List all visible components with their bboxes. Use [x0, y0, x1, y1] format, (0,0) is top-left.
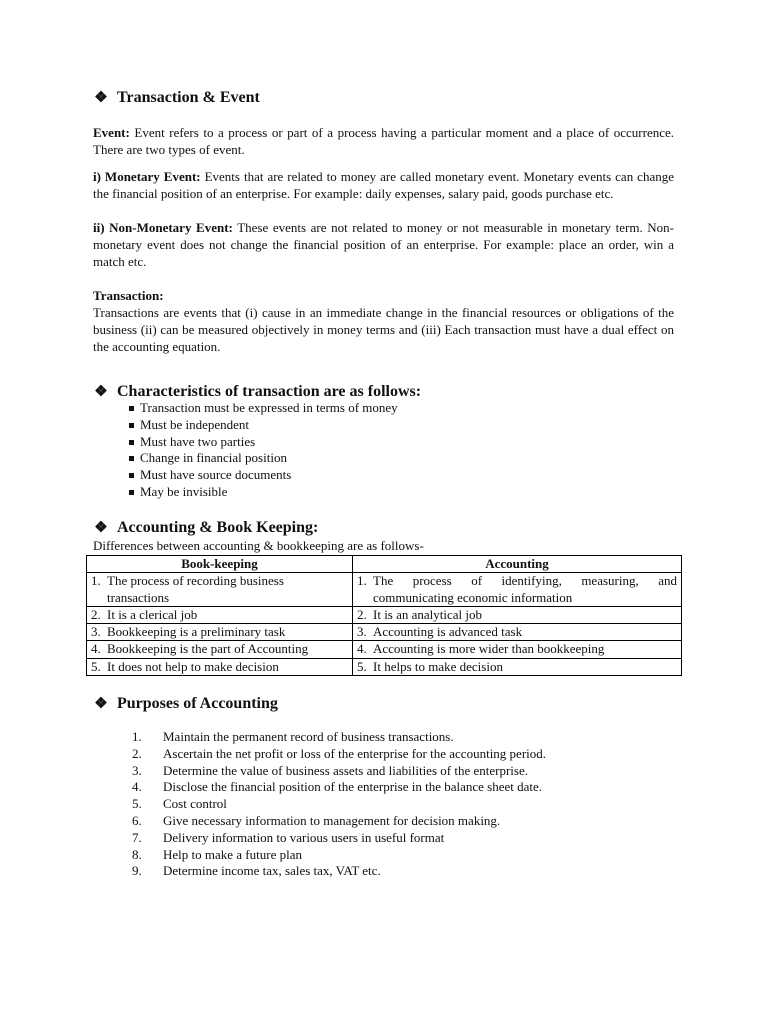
table-cell: 2. It is a clerical job [87, 606, 353, 623]
list-item: Must have two parties [128, 434, 398, 451]
table-cell: 1. The process of identifying, measuring, and communicating economic information [353, 573, 682, 607]
table-cell: 2. It is an analytical job [353, 606, 682, 623]
list-item: Transaction must be expressed in terms of money [128, 400, 398, 417]
list-item: May be invisible [128, 484, 398, 501]
table-cell: 5. It helps to make decision [353, 658, 682, 675]
event-paragraph [93, 124, 674, 158]
table-cell: 4. Bookkeeping is the part of Accounting [87, 641, 353, 658]
list-item: 1. Maintain the permanent record of business transactions. [132, 729, 454, 744]
table-row [87, 606, 682, 623]
table-cell: 3. Accounting is advanced task [353, 624, 682, 641]
square-bullet-icon [129, 490, 134, 495]
heading-text: Accounting & Book Keeping: [117, 518, 319, 536]
list-item: 8. Help to make a future plan [132, 846, 302, 862]
square-bullet-icon [129, 473, 134, 478]
table-header-row [87, 556, 682, 573]
table-cell: 3. Bookkeeping is a preliminary task [87, 624, 353, 641]
list-item: 5. Cost control [132, 796, 227, 812]
square-bullet-icon [129, 440, 134, 445]
heading-accounting-bookkeeping [93, 518, 318, 537]
table-row [87, 573, 682, 607]
list-item: 3. Determine the value of business assets and liabilities of the enterprise. [132, 762, 528, 778]
table-cell: 5. It does not help to make decision [87, 658, 353, 675]
list-item: 4. Disclose the financial position of the enterprise in the balance sheet date. [132, 779, 543, 795]
monetary-label: i) Monetary Event: [93, 169, 201, 184]
monetary-event-paragraph [93, 168, 674, 202]
list-item: 2. Ascertain the net profit or loss of the enterprise for the accounting period. [132, 745, 547, 761]
comparison-table [86, 555, 682, 676]
table-cell: 4. Accounting is more wider than bookkeeping [353, 641, 682, 658]
non-monetary-text: These events are not related to money or not measurable in monetary term. Non- monetary event does not change the financial position of an enterprise. For example: place an order, win a match etc. [93, 220, 675, 269]
transaction-label: Transaction: [93, 288, 164, 303]
heading-characteristics [93, 382, 421, 401]
transaction-label-line [93, 287, 674, 304]
list-item: Must have source documents [128, 467, 398, 484]
event-text: Event refers to a process or part of a process having a particular moment and a place of occurrence. There are two types of event. [93, 125, 674, 157]
monetary-text: Events that are related to money are called monetary event. Monetary events can change the financial position of an enterprise. For example: daily expenses, salary paid, goods purchase etc. [93, 169, 674, 201]
heading-text: Transaction & Event [117, 88, 260, 106]
diamond-bullet-icon: ❖ [94, 520, 108, 536]
square-bullet-icon [129, 456, 134, 461]
non-monetary-event-paragraph [93, 219, 674, 270]
diamond-bullet-icon: ❖ [94, 90, 108, 106]
square-bullet-icon [129, 406, 134, 411]
col-header-accounting: Accounting [353, 556, 682, 573]
transaction-text: Transactions are events that (i) cause in an immediate change in the financial resources or obligations of the business (ii) can be measured objectively in money terms and (iii) Each transaction must have a dual effect on the accounting equation. [93, 305, 674, 354]
list-item: 6. Give necessary information to management for decision making. [132, 812, 501, 828]
table-row [87, 624, 682, 641]
table-row [87, 641, 682, 658]
square-bullet-icon [129, 423, 134, 428]
purposes-list [132, 729, 546, 880]
characteristics-list [128, 400, 398, 501]
event-label: Event: [93, 125, 130, 140]
list-item: Change in financial position [128, 450, 398, 467]
heading-text: Purposes of Accounting [117, 694, 278, 712]
list-item: 9. Determine income tax, sales tax, VAT etc. [132, 863, 381, 879]
list-item: 7. Delivery information to various users in useful format [132, 829, 445, 845]
col-header-bookkeeping: Book-keeping [87, 556, 353, 573]
heading-transaction-event [93, 88, 260, 107]
list-item: Must be independent [128, 417, 398, 434]
heading-text: Characteristics of transaction are as follows: [117, 382, 422, 400]
table-cell: 1. The process of recording business transactions [87, 573, 353, 607]
non-monetary-label: ii) Non-Monetary Event: [93, 220, 233, 235]
diamond-bullet-icon: ❖ [94, 696, 108, 712]
diamond-bullet-icon: ❖ [94, 384, 108, 400]
table-row [87, 658, 682, 675]
differences-intro: Differences between accounting & bookkeeping are as follows- [93, 538, 424, 553]
transaction-paragraph [93, 304, 674, 355]
heading-purposes-accounting [93, 694, 278, 713]
